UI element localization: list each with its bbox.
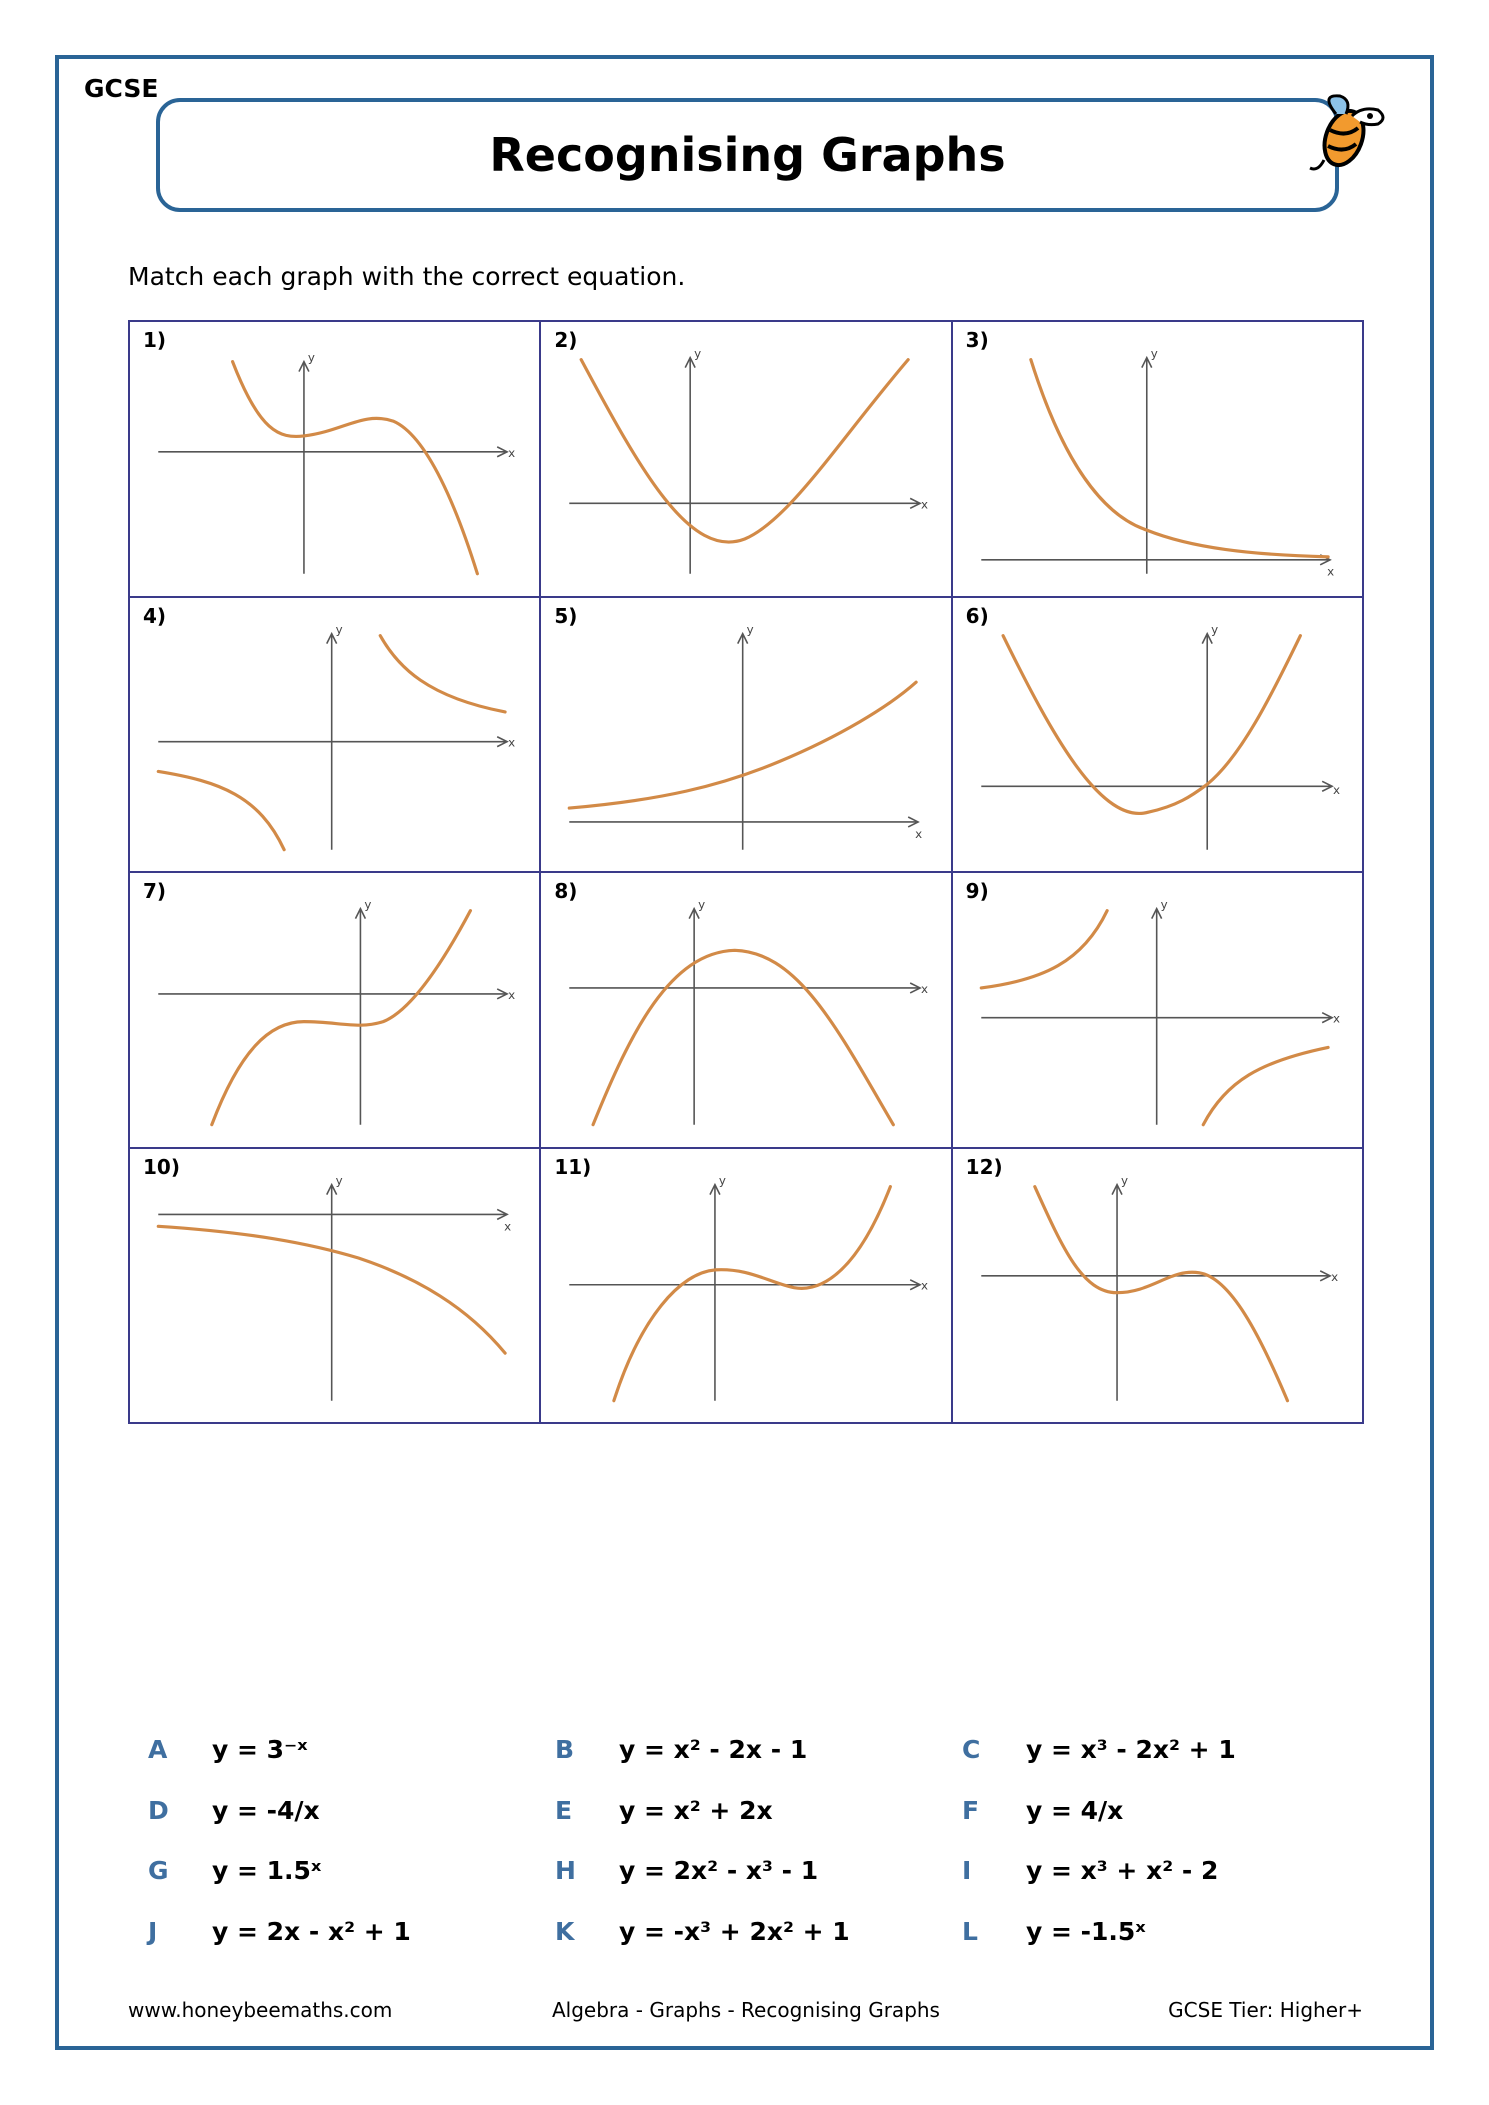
equation-text: y = 2x - x² + 1 [212, 1917, 411, 1946]
graph-panel [952, 321, 1363, 597]
graph-number: 10) [143, 1154, 180, 1179]
x-axis-label: x [1332, 782, 1340, 797]
equation-item [148, 1735, 308, 1764]
graph-12-plot [953, 1149, 1362, 1423]
graph-panel [540, 597, 951, 873]
equation-letter: G [148, 1856, 169, 1885]
equation-item [962, 1735, 1236, 1764]
equation-letter: I [962, 1856, 972, 1885]
y-axis-label: y [746, 622, 755, 637]
x-axis-label: x [508, 735, 516, 750]
y-axis-label: y [694, 346, 702, 361]
graph-grid [128, 320, 1364, 1424]
equation-item [555, 1856, 818, 1885]
equation-text: y = -1.5ˣ [1026, 1917, 1146, 1946]
level-label: GCSE [84, 74, 159, 103]
y-axis-label: y [335, 622, 343, 637]
graph-number: 6) [965, 603, 989, 628]
x-axis-label: x [1330, 1269, 1338, 1284]
footer-website: www.honeybeemaths.com [128, 1998, 393, 2022]
x-axis-label: x [921, 497, 929, 512]
graph-number: 8) [554, 879, 578, 903]
x-axis-label: x [921, 1278, 929, 1293]
page-title: Recognising Graphs [489, 128, 1006, 182]
y-axis-label: y [307, 350, 315, 365]
equation-item [555, 1796, 773, 1825]
graph-panel [540, 321, 951, 597]
equation-text: y = -x³ + 2x² + 1 [619, 1917, 850, 1946]
bee-logo-icon [1300, 88, 1396, 184]
x-axis-label: x [915, 826, 923, 841]
x-axis-label: x [1332, 1011, 1340, 1026]
equation-text: y = 3⁻ˣ [212, 1735, 308, 1764]
equation-text: y = 2x² - x³ - 1 [619, 1856, 819, 1885]
equation-item [148, 1917, 411, 1946]
equation-item [148, 1856, 321, 1885]
graph-3-plot [953, 322, 1362, 596]
graph-6-plot [953, 598, 1362, 872]
x-axis-label: x [508, 987, 516, 1002]
graph-10-plot [130, 1149, 539, 1423]
graph-panel [129, 872, 540, 1148]
graph-11-plot [541, 1149, 950, 1423]
equation-item [555, 1735, 807, 1764]
equation-letter: A [148, 1735, 168, 1764]
x-axis-label: x [508, 445, 516, 460]
equation-item [962, 1856, 1218, 1885]
graph-panel [129, 321, 540, 597]
y-axis-label: y [335, 1173, 343, 1188]
x-axis-label: x [921, 981, 929, 996]
graph-number: 4) [143, 603, 167, 628]
equation-letter: C [962, 1735, 981, 1764]
graph-1-plot [130, 322, 539, 596]
graph-8-plot [541, 873, 950, 1147]
graph-2-plot [541, 322, 950, 596]
equation-item [555, 1917, 850, 1946]
equation-letter: J [148, 1917, 158, 1946]
graph-7-plot [130, 873, 539, 1147]
graph-number: 5) [554, 603, 578, 628]
x-axis-label: x [1326, 564, 1334, 579]
graph-4-plot [130, 598, 539, 872]
graph-panel [952, 872, 1363, 1148]
equation-item [962, 1796, 1123, 1825]
equation-list [148, 1735, 1348, 1975]
y-axis-label: y [1210, 622, 1218, 637]
graph-9-plot [953, 873, 1362, 1147]
graph-number: 12) [965, 1154, 1003, 1179]
graph-panel [129, 1148, 540, 1424]
equation-text: y = x³ + x² - 2 [1026, 1856, 1219, 1885]
graph-number: 1) [143, 328, 167, 352]
instructions-text: Match each graph with the correct equation. [128, 262, 686, 291]
footer-tier: GCSE Tier: Higher+ [1168, 1998, 1363, 2022]
y-axis-label: y [719, 1173, 727, 1188]
y-axis-label: y [698, 897, 706, 912]
equation-letter: H [555, 1856, 576, 1885]
footer-topic: Algebra - Graphs - Recognising Graphs [552, 1998, 940, 2022]
y-axis-label: y [1120, 1173, 1128, 1188]
graph-panel [952, 597, 1363, 873]
equation-letter: B [555, 1735, 575, 1764]
equation-letter: E [555, 1796, 573, 1825]
graph-number: 2) [554, 328, 578, 352]
y-axis-label: y [1150, 346, 1158, 361]
equation-item [962, 1917, 1146, 1946]
graph-5-plot [541, 598, 950, 872]
equation-text: y = 4/x [1026, 1796, 1124, 1825]
graph-number: 9) [965, 879, 989, 903]
equation-item [148, 1796, 320, 1825]
graph-panel [540, 872, 951, 1148]
equation-text: y = -4/x [212, 1796, 320, 1825]
graph-number: 3) [965, 328, 989, 352]
graph-panel [952, 1148, 1363, 1424]
equation-letter: D [148, 1796, 169, 1825]
graph-number: 11) [554, 1154, 592, 1179]
equation-letter: K [555, 1917, 575, 1946]
y-axis-label: y [1160, 897, 1168, 912]
equation-text: y = x² + 2x [619, 1796, 773, 1825]
equation-letter: F [962, 1796, 980, 1825]
graph-number: 7) [143, 879, 167, 903]
graph-panel [540, 1148, 951, 1424]
title-banner [156, 98, 1339, 212]
equation-text: y = x² - 2x - 1 [619, 1735, 808, 1764]
y-axis-label: y [364, 897, 372, 912]
equation-text: y = 1.5ˣ [212, 1856, 322, 1885]
equation-text: y = x³ - 2x² + 1 [1026, 1735, 1236, 1764]
x-axis-label: x [504, 1218, 512, 1233]
equation-letter: L [962, 1917, 978, 1946]
graph-panel [129, 597, 540, 873]
